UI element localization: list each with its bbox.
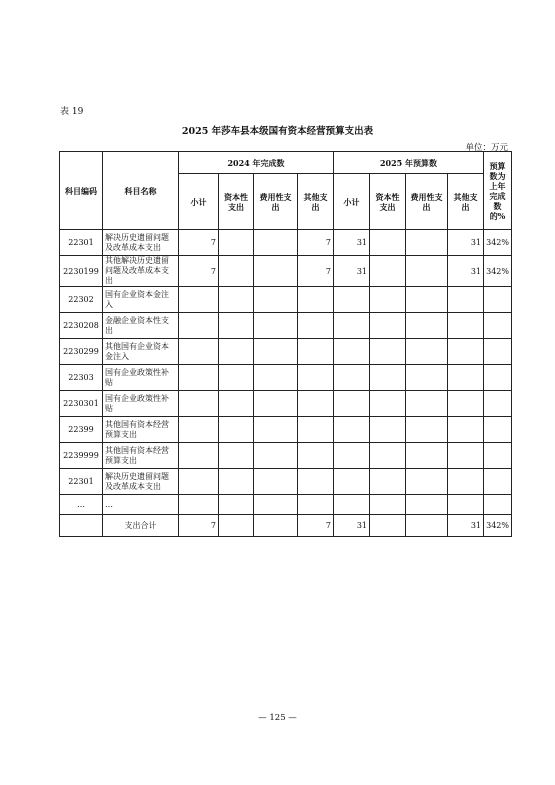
cell-2024-other	[298, 469, 334, 495]
table-row	[60, 339, 512, 365]
cell-2025-capital	[370, 443, 406, 469]
cell-2025-other	[448, 443, 484, 469]
cell-2025-other	[448, 495, 484, 515]
cell-code: 22302	[60, 287, 103, 313]
cell-2024-capital	[219, 287, 254, 313]
cell-2024-capital	[219, 256, 254, 287]
cell-code: 22303	[60, 365, 103, 391]
cell-2025-capital	[370, 417, 406, 443]
cell-name: 解决历史遗留问题及改革成本支出	[103, 469, 179, 495]
cell-2025-subtotal	[334, 417, 370, 443]
cell-name: …	[103, 495, 179, 515]
cell-name: 国有企业资本金注入	[103, 287, 179, 313]
cell-2024-subtotal	[179, 417, 219, 443]
cell-2024-other	[298, 495, 334, 515]
cell-ratio	[484, 365, 512, 391]
cell-2024-other	[298, 417, 334, 443]
cell-code: 22301	[60, 469, 103, 495]
cell-code: 2239999	[60, 443, 103, 469]
cell-2024-expense	[254, 256, 298, 287]
cell-name: 国有企业政策性补贴	[103, 365, 179, 391]
cell-ratio	[484, 287, 512, 313]
cell-2024-subtotal	[179, 469, 219, 495]
table-row	[60, 365, 512, 391]
cell-2024-subtotal	[179, 313, 219, 339]
cell-2024-subtotal	[179, 365, 219, 391]
budget-table	[59, 151, 512, 537]
cell-2025-other	[448, 287, 484, 313]
table-number: 表 19	[60, 107, 84, 117]
cell-2025-other	[448, 339, 484, 365]
table-row	[60, 287, 512, 313]
cell-2025-subtotal	[334, 391, 370, 417]
cell-2025-expense	[406, 391, 448, 417]
cell-2025-capital	[370, 469, 406, 495]
cell-2024-expense	[254, 391, 298, 417]
cell-2025-other	[448, 417, 484, 443]
table-row	[60, 495, 512, 515]
cell-2025-other	[448, 391, 484, 417]
cell-2025-capital	[370, 287, 406, 313]
cell-name: 其他国有资本经营预算支出	[103, 417, 179, 443]
cell-2024-capital	[219, 313, 254, 339]
table-row	[60, 391, 512, 417]
total-row	[60, 515, 512, 537]
cell-code: 2230199	[60, 256, 103, 287]
cell-name: 其他国有资本经营预算支出	[103, 443, 179, 469]
cell-2025-capital	[370, 391, 406, 417]
cell-name: 解决历史遗留问题及改革成本支出	[103, 230, 179, 256]
cell-2025-other	[448, 469, 484, 495]
cell-2024-other: 7	[298, 256, 334, 287]
cell-code: …	[60, 495, 103, 515]
cell-2024-expense	[254, 495, 298, 515]
cell-2024-capital	[219, 339, 254, 365]
cell-2024-expense	[254, 417, 298, 443]
total-2024-capital	[219, 515, 254, 537]
header-2024-expense: 费用性支出	[254, 174, 298, 230]
table-row	[60, 443, 512, 469]
cell-2025-capital	[370, 339, 406, 365]
cell-2025-expense	[406, 469, 448, 495]
header-2025-subtotal: 小计	[334, 174, 370, 230]
unit-label: 单位：万元	[465, 143, 508, 153]
cell-2025-expense	[406, 256, 448, 287]
cell-2025-capital	[370, 495, 406, 515]
cell-2025-expense	[406, 339, 448, 365]
cell-2025-capital	[370, 313, 406, 339]
cell-ratio	[484, 313, 512, 339]
total-2024-expense	[254, 515, 298, 537]
cell-name: 国有企业政策性补贴	[103, 391, 179, 417]
cell-2025-subtotal	[334, 495, 370, 515]
table-row	[60, 469, 512, 495]
cell-code: 2230301	[60, 391, 103, 417]
cell-ratio: 342%	[484, 230, 512, 256]
cell-2024-expense	[254, 443, 298, 469]
header-2025-expense: 费用性支出	[406, 174, 448, 230]
header-2025-other: 其他支出	[448, 174, 484, 230]
cell-2025-other	[448, 313, 484, 339]
cell-2024-subtotal	[179, 495, 219, 515]
cell-2025-subtotal: 31	[334, 256, 370, 287]
header-2025-group: 2025 年预算数	[334, 152, 484, 174]
cell-2024-other	[298, 287, 334, 313]
header-2024-capital: 资本性支出	[219, 174, 254, 230]
cell-2024-expense	[254, 469, 298, 495]
cell-2025-subtotal	[334, 469, 370, 495]
cell-name: 其他解决历史遗留问题及改革成本支出	[103, 256, 179, 287]
header-ratio: 预算数为上年完成数的%	[484, 152, 512, 230]
total-2025-subtotal: 31	[334, 515, 370, 537]
cell-2025-expense	[406, 443, 448, 469]
total-2025-capital	[370, 515, 406, 537]
total-ratio: 342%	[484, 515, 512, 537]
cell-code: 22399	[60, 417, 103, 443]
cell-2025-subtotal	[334, 313, 370, 339]
cell-code: 22301	[60, 230, 103, 256]
cell-2024-expense	[254, 287, 298, 313]
cell-2024-subtotal	[179, 443, 219, 469]
cell-2024-capital	[219, 365, 254, 391]
cell-2024-subtotal	[179, 287, 219, 313]
cell-2024-capital	[219, 469, 254, 495]
header-2024-other: 其他支出	[298, 174, 334, 230]
cell-ratio	[484, 469, 512, 495]
cell-2025-subtotal	[334, 443, 370, 469]
table-row	[60, 256, 512, 287]
table-row	[60, 417, 512, 443]
cell-2024-subtotal	[179, 339, 219, 365]
page-title: 2025 年莎车县本级国有资本经营预算支出表	[181, 126, 374, 137]
page-number: — 125 —	[258, 713, 297, 723]
cell-code	[60, 515, 103, 537]
cell-ratio	[484, 339, 512, 365]
cell-2024-capital	[219, 417, 254, 443]
header-2024-group: 2024 年完成数	[179, 152, 334, 174]
header-2025-capital: 资本性支出	[370, 174, 406, 230]
cell-2024-subtotal: 7	[179, 230, 219, 256]
total-2025-other: 31	[448, 515, 484, 537]
cell-2025-subtotal	[334, 365, 370, 391]
cell-ratio: 342%	[484, 256, 512, 287]
cell-2024-expense	[254, 313, 298, 339]
cell-2025-expense	[406, 230, 448, 256]
cell-2024-expense	[254, 365, 298, 391]
cell-2025-other: 31	[448, 230, 484, 256]
cell-2025-expense	[406, 417, 448, 443]
cell-2024-capital	[219, 391, 254, 417]
cell-2024-expense	[254, 339, 298, 365]
cell-2025-capital	[370, 365, 406, 391]
cell-2025-expense	[406, 365, 448, 391]
cell-2024-other	[298, 365, 334, 391]
cell-2024-capital	[219, 230, 254, 256]
cell-2025-subtotal: 31	[334, 230, 370, 256]
total-2025-expense	[406, 515, 448, 537]
cell-2025-expense	[406, 495, 448, 515]
total-2024-other: 7	[298, 515, 334, 537]
cell-2025-subtotal	[334, 339, 370, 365]
cell-name: 金融企业资本性支出	[103, 313, 179, 339]
header-name: 科目名称	[103, 152, 179, 230]
cell-2024-capital	[219, 443, 254, 469]
cell-code: 2230299	[60, 339, 103, 365]
total-2024-subtotal: 7	[179, 515, 219, 537]
cell-2024-other	[298, 391, 334, 417]
cell-2024-other	[298, 443, 334, 469]
cell-2024-capital	[219, 495, 254, 515]
cell-ratio	[484, 391, 512, 417]
cell-2024-other: 7	[298, 230, 334, 256]
header-2024-subtotal: 小计	[179, 174, 219, 230]
cell-name: 其他国有企业资本金注入	[103, 339, 179, 365]
cell-ratio	[484, 495, 512, 515]
cell-2024-other	[298, 313, 334, 339]
cell-2025-expense	[406, 287, 448, 313]
table-row	[60, 313, 512, 339]
cell-2024-subtotal: 7	[179, 256, 219, 287]
cell-2025-capital	[370, 230, 406, 256]
cell-ratio	[484, 443, 512, 469]
total-label: 支出合计	[103, 515, 179, 537]
cell-2025-expense	[406, 313, 448, 339]
cell-2024-expense	[254, 230, 298, 256]
cell-code: 2230208	[60, 313, 103, 339]
cell-ratio	[484, 417, 512, 443]
cell-2024-subtotal	[179, 391, 219, 417]
cell-2025-subtotal	[334, 287, 370, 313]
table-row	[60, 230, 512, 256]
cell-2025-other	[448, 365, 484, 391]
cell-2024-other	[298, 339, 334, 365]
cell-2025-other: 31	[448, 256, 484, 287]
cell-2025-capital	[370, 256, 406, 287]
header-code: 科目编码	[60, 152, 103, 230]
